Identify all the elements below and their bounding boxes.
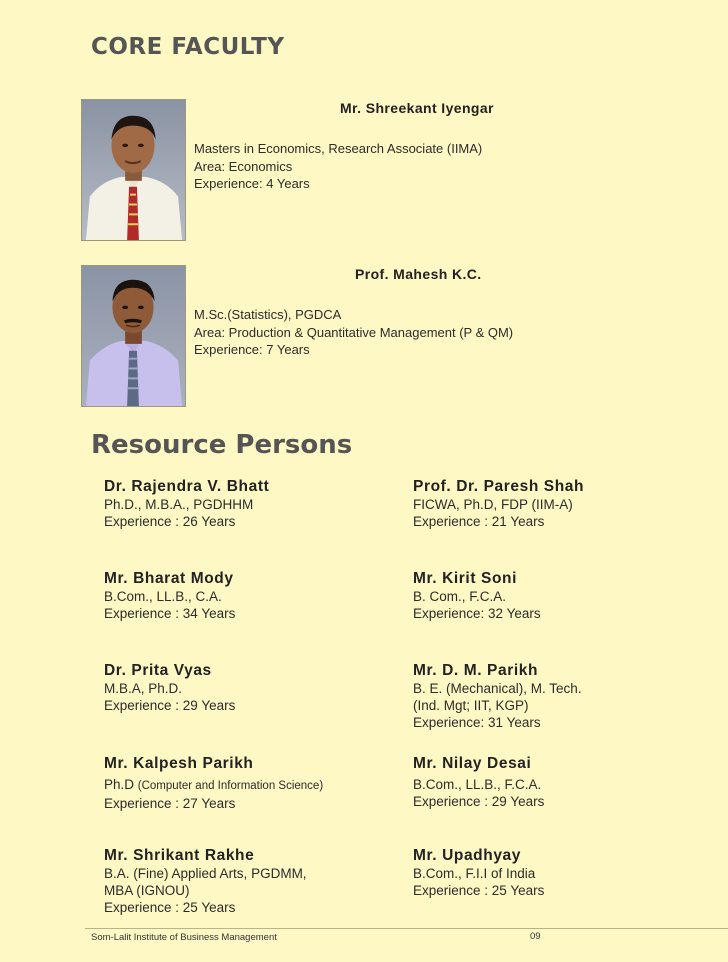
person-degree-field: (Computer and Information Science) [137,780,324,792]
resource-person [104,662,404,714]
person-qualification: B. E. (Mechanical), M. Tech. [413,681,582,696]
resource-person [413,755,713,810]
person-name: Mr. Nilay Desai [413,755,532,772]
faculty-name: Mr. Shreekant Iyengar [340,100,494,116]
person-name: Prof. Dr. Paresh Shah [413,478,585,495]
person-experience: Experience : 27 Years [104,796,236,811]
faculty-qualification: M.Sc.(Statistics), PGDCA [194,307,342,322]
person-name: Mr. Bharat Mody [104,570,234,587]
person-qualification: M.B.A, Ph.D. [104,681,183,696]
person-qualification: Ph.D., M.B.A., PGDHHM [104,497,254,512]
person-qualification-detail: MBA (IGNOU) [104,883,190,898]
page-number: 09 [530,931,541,942]
core-faculty-title: CORE FACULTY [91,34,285,60]
person-name: Dr. Prita Vyas [104,662,212,679]
person-name: Mr. Kirit Soni [413,570,517,587]
resource-person [413,478,713,530]
faculty-details [194,306,513,359]
person-qualification: B.Com., F.I.I of India [413,866,536,881]
faculty-qualification: Masters in Economics, Research Associate (IIMA) [194,141,483,156]
person-experience: Experience: 32 Years [413,606,541,621]
faculty-experience: Experience: 7 Years [194,342,310,357]
person-qualification: FICWA, Ph.D, FDP (IIM-A) [413,497,573,512]
person-experience: Experience : 21 Years [413,514,545,529]
faculty-details [194,140,482,193]
footer-institute: Som-Lalit Institute of Business Management [91,932,277,943]
faculty-photo-shreekant [81,99,186,241]
person-name: Mr. D. M. Parikh [413,662,539,679]
person-qualification: B.Com., LL.B., C.A. [104,589,222,604]
resource-person [413,662,713,731]
person-qualification: B.Com., LL.B., F.C.A. [413,777,542,792]
resource-person [413,570,713,622]
person-qualification-detail: (Ind. Mgt; IIT, KGP) [413,698,529,713]
footer-divider [85,928,728,929]
person-degree: Ph.D [104,777,135,792]
faculty-experience: Experience: 4 Years [194,176,310,191]
resource-person [104,755,404,812]
person-qualification: B.A. (Fine) Applied Arts, PGDMM, [104,866,307,881]
person-experience: Experience : 29 Years [104,698,236,713]
faculty-area: Area: Economics [194,158,293,174]
person-qualification [104,776,404,795]
resource-person [104,570,404,622]
resource-person [104,478,404,530]
person-qualification: B. Com., F.C.A. [413,589,507,604]
person-experience: Experience : 25 Years [104,900,236,915]
person-experience: Experience : 34 Years [104,606,236,621]
person-name: Mr. Shrikant Rakhe [104,847,255,864]
person-experience: Experience : 26 Years [104,514,236,529]
person-name: Dr. Rajendra V. Bhatt [104,478,270,495]
resource-persons-title: Resource Persons [91,430,353,460]
person-name: Mr. Kalpesh Parikh [104,755,254,772]
resource-person [413,847,713,899]
person-experience: Experience : 29 Years [413,794,545,809]
resource-person [104,847,404,916]
faculty-area: Area: Production & Quantitative Management (P & QM) [194,324,514,340]
faculty-name: Prof. Mahesh K.C. [355,266,482,282]
person-experience: Experience : 25 Years [413,883,545,898]
person-name: Mr. Upadhyay [413,847,521,864]
person-experience: Experience: 31 Years [413,715,541,730]
faculty-photo-mahesh [81,265,186,407]
